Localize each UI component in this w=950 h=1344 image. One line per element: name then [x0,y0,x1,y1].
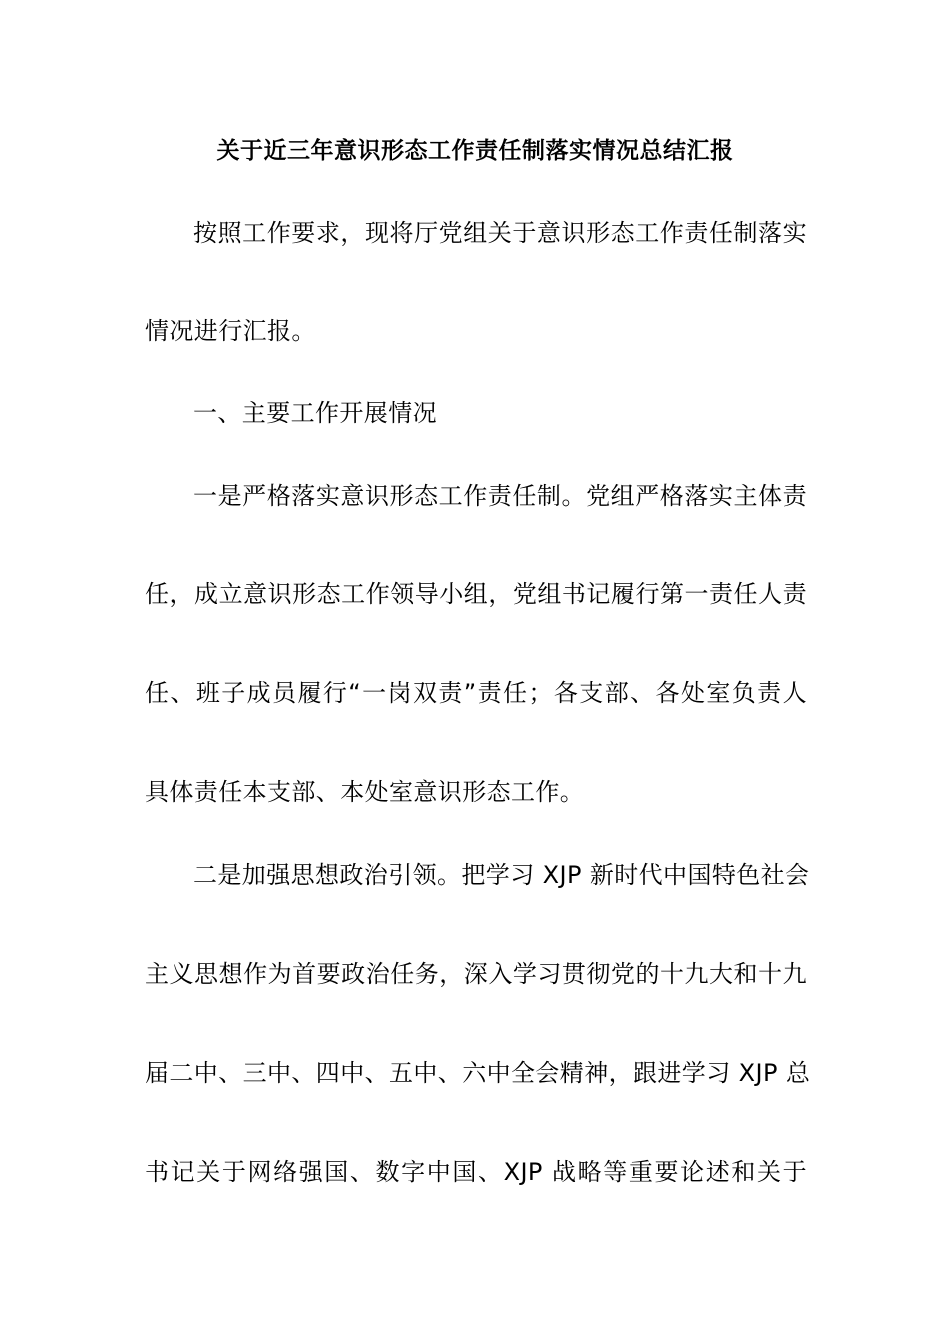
section-heading: 一、主要工作开展情况 [193,399,437,427]
document-title: 关于近三年意识形态工作责任制落实情况总结汇报 [216,138,734,164]
paragraph-3-line-3: 届二中、三中、四中、五中、六中全会精神，跟进学习 XJP 总 [145,1059,811,1087]
paragraph-3-line-4: 书记关于网络强国、数字中国、XJP 战略等重要论述和关于 [145,1158,807,1186]
paragraph-1-line-1: 按照工作要求，现将厅党组关于意识形态工作责任制落实 [193,219,807,247]
paragraph-3-line-1: 二是加强思想政治引领。把学习 XJP 新时代中国特色社会 [193,861,810,889]
paragraph-1-line-2: 情况进行汇报。 [145,317,316,345]
paragraph-2-line-2: 任，成立意识形态工作领导小组，党组书记履行第一责任人责 [145,580,807,608]
paragraph-2-line-3: 任、班子成员履行“一岗双责”责任；各支部、各处室负责人 [145,679,807,707]
paragraph-2-line-1: 一是严格落实意识形态工作责任制。党组严格落实主体责 [193,482,807,510]
paragraph-2-line-4: 具体责任本支部、本处室意识形态工作。 [145,778,585,806]
paragraph-3-line-2: 主义思想作为首要政治任务，深入学习贯彻党的十九大和十九 [145,960,807,988]
